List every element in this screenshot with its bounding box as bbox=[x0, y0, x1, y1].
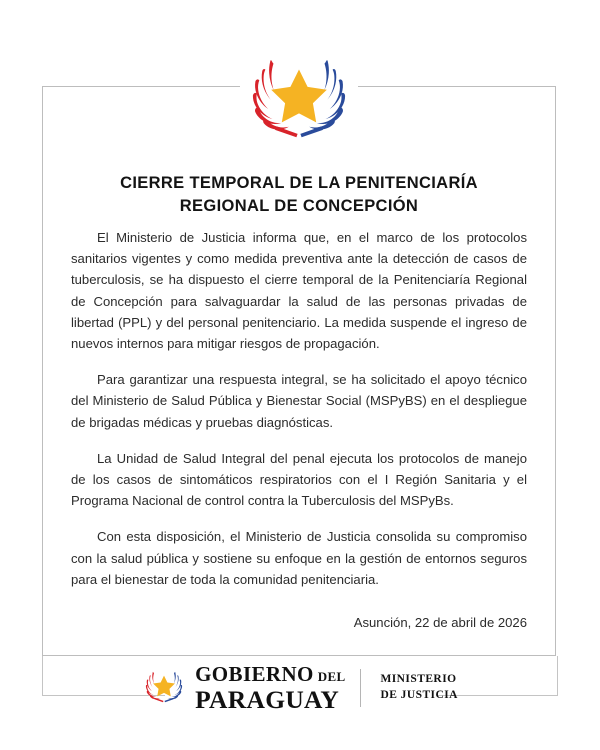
body-paragraph: La Unidad de Salud Integral del penal ejecuta los protocolos de manejo de los casos de sintomáticos respiratorios con el I Región Sanitaria y el Programa Nacional de control contra la Tuberculosis del MSPyBs. bbox=[71, 450, 527, 509]
footer bbox=[0, 656, 600, 750]
paraguay-crest-small-icon bbox=[142, 666, 186, 710]
brand-gobierno-text: GOBIERNO bbox=[195, 662, 314, 686]
announcement-card bbox=[42, 86, 556, 656]
dateline: Asunción, 22 de abril de 2026 bbox=[353, 615, 527, 631]
ministry-wordmark bbox=[380, 672, 457, 704]
body-paragraph: Con esta disposición, el Ministerio de Justicia consolida su compromiso con la salud pública y sostiene su enfoque en la gestión de entornos seguros para el bienestar de toda la comunidad penitenciaria. bbox=[71, 529, 527, 587]
body-paragraph: Para garantizar una respuesta integral, se ha solicitado el apoyo técnico del Ministerio de Salud Pública y Bienestar Social (MSPyBS) en el despliegue de brigadas médicas y pruebas diagnósticas. bbox=[71, 372, 527, 430]
brand-paraguay-text: PARAGUAY bbox=[195, 685, 340, 714]
footer-brand bbox=[0, 664, 600, 713]
title-line-2: REGIONAL DE CONCEPCIÓN bbox=[179, 197, 419, 216]
brand-wordmark bbox=[195, 664, 345, 713]
ministry-line-2: DE JUSTICIA bbox=[380, 689, 458, 702]
title-line-1: CIERRE TEMPORAL DE LA PENITENCIARÍA bbox=[120, 174, 478, 193]
body-paragraph: El Ministerio de Justicia informa que, en el marco de los protocolos sanitarios vigentes y como medida preventiva ante la detección de casos de tuberculosis, se ha dispuesto el cierre temporal de la Penitenciaría Regional de Concepción para salvaguardar la salud de las personas privadas de libertad (PPL) y del personal penitenciario. La medida suspende el ingreso de nuevos internos para mitigar riesgos de propagación. bbox=[71, 230, 527, 352]
brand-divider bbox=[360, 669, 361, 707]
ministry-line-1: MINISTERIO bbox=[380, 673, 457, 686]
brand-del-text: DEL bbox=[317, 669, 346, 684]
announcement-body bbox=[71, 227, 527, 590]
paraguay-crest-icon bbox=[240, 53, 358, 145]
brand-line-1 bbox=[195, 664, 345, 685]
page-title bbox=[83, 172, 515, 219]
